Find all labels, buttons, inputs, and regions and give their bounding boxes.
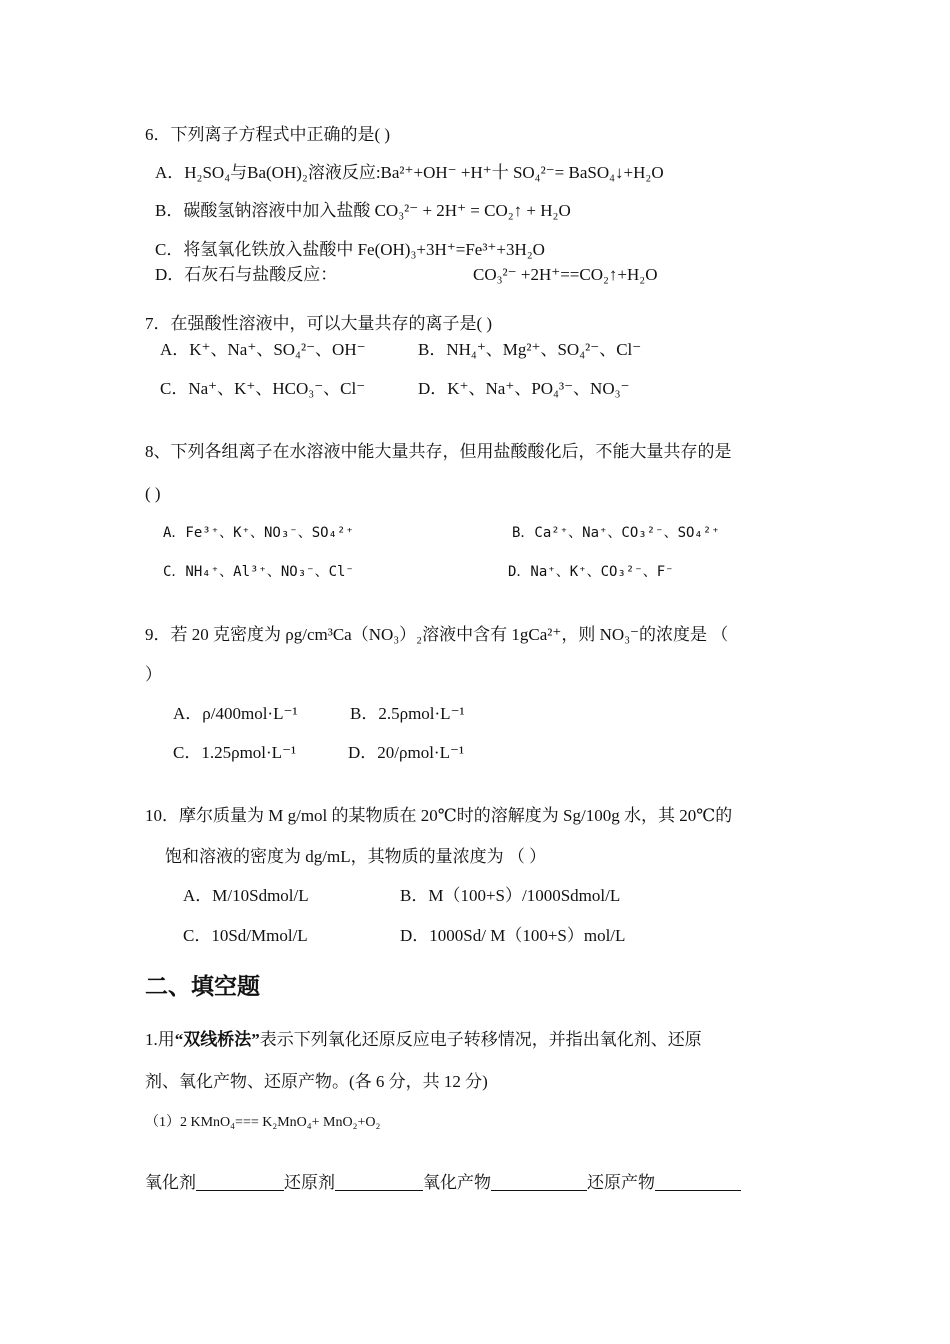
q9-stem: 9．若 20 克密度为 ρg/cm³Ca（NO₃）₂溶液中含有 1gCa²⁺，则 NO₃⁻的浓度是 （ [145,625,729,644]
q9-option-d: D．20/ρmol·L⁻¹ [348,743,465,762]
q8-option-c: C．NH₄⁺、Al³⁺、NO₃⁻、Cl⁻ [163,564,354,580]
section-heading: 二、填空题 [145,974,260,1000]
q9-option-c: C．1.25ρmol·L⁻¹ [173,743,297,762]
label-reduction-product: 还原产物 [587,1173,655,1192]
q7-option-d: D．K⁺、Na⁺、PO₄³⁻、NO₃⁻ [418,379,630,398]
q8-option-d: D．Na⁺、K⁺、CO₃²⁻、F⁻ [508,564,674,580]
q10-option-a: A．M/10Sdmol/L [183,886,309,905]
blank-oxidation-product[interactable] [491,1172,587,1191]
label-reductant: 还原剂 [284,1173,335,1192]
blank-reductant[interactable] [335,1172,423,1191]
fill-q1-reaction: （1）2 KMnO₄=== K₂MnO₄+ MnO₂+O₂ [145,1115,381,1130]
q10-option-c: C．10Sd/Mmol/L [183,926,308,945]
q10-option-b: B．M（100+S）/1000Sdmol/L [400,886,621,905]
q10-stem-line2: 饱和溶液的密度为 dg/mL，其物质的量浓度为 （ ） [165,847,547,866]
q6-option-c: C．将氢氧化铁放入盐酸中 Fe(OH)₃+3H⁺=Fe³⁺+3H₂O [155,240,545,259]
fill-q1-text: 表示下列氧化还原反应电子转移情况，并指出氧化剂、还原 [259,1030,702,1049]
q8-option-b: B．Ca²⁺、Na⁺、CO₃²⁻、SO₄²⁺ [512,525,720,541]
answer-blanks-row [145,1172,741,1194]
q6-option-a: A．H₂SO₄与Ba(OH)₂溶液反应:Ba²⁺+OH⁻ +H⁺十 SO₄²⁻= BaSO₄↓+H₂O [155,163,664,182]
fill-q1-prefix: 1.用 [145,1030,175,1049]
q8-stem: 8、下列各组离子在水溶液中能大量共存，但用盐酸酸化后，不能大量共存的是 [145,442,732,461]
q9-option-a: A．ρ/400mol·L⁻¹ [173,704,298,723]
q7-option-a: A．K⁺、Na⁺、SO₄²⁻、OH⁻ [160,340,366,359]
q7-option-c: C．Na⁺、K⁺、HCO₃⁻、Cl⁻ [160,379,366,398]
fill-q1-line2: 剂、氧化产物、还原产物。(各 6 分，共 12 分) [145,1072,488,1091]
q7-stem: 7．在强酸性溶液中，可以大量共存的离子是( ) [145,314,493,333]
q6-stem: 6．下列离子方程式中正确的是( ) [145,125,391,144]
q6-option-b: B．碳酸氢钠溶液中加入盐酸 CO₃²⁻ + 2H⁺ = CO₂↑ + H₂O [155,201,571,220]
blank-oxidant[interactable] [196,1172,284,1191]
label-oxidation-product: 氧化产物 [423,1173,491,1192]
blank-reduction-product[interactable] [655,1172,741,1191]
fill-q1-line1 [145,1029,702,1051]
fill-q1-method: “双线桥法” [174,1030,260,1049]
q8-answer-paren: ( ) [145,484,161,503]
q9-option-b: B．2.5ρmol·L⁻¹ [350,704,465,723]
label-oxidant: 氧化剂 [145,1173,196,1192]
q10-stem: 10．摩尔质量为 M g/mol 的某物质在 20℃时的溶解度为 Sg/100g 水，其 20℃的 [145,806,733,825]
q6-option-d-equation: CO₃²⁻ +2H⁺==CO₂↑+H₂O [473,265,658,284]
q6-option-d-label: D．石灰石与盐酸反应： [155,265,338,284]
q8-option-a: A．Fe³⁺、K⁺、NO₃⁻、SO₄²⁺ [163,525,354,541]
q9-paren-close: ） [145,665,162,684]
q7-option-b: B．NH₄⁺、Mg²⁺、SO₄²⁻、Cl⁻ [418,340,642,359]
q10-option-d: D．1000Sd/ M（100+S）mol/L [400,926,626,945]
